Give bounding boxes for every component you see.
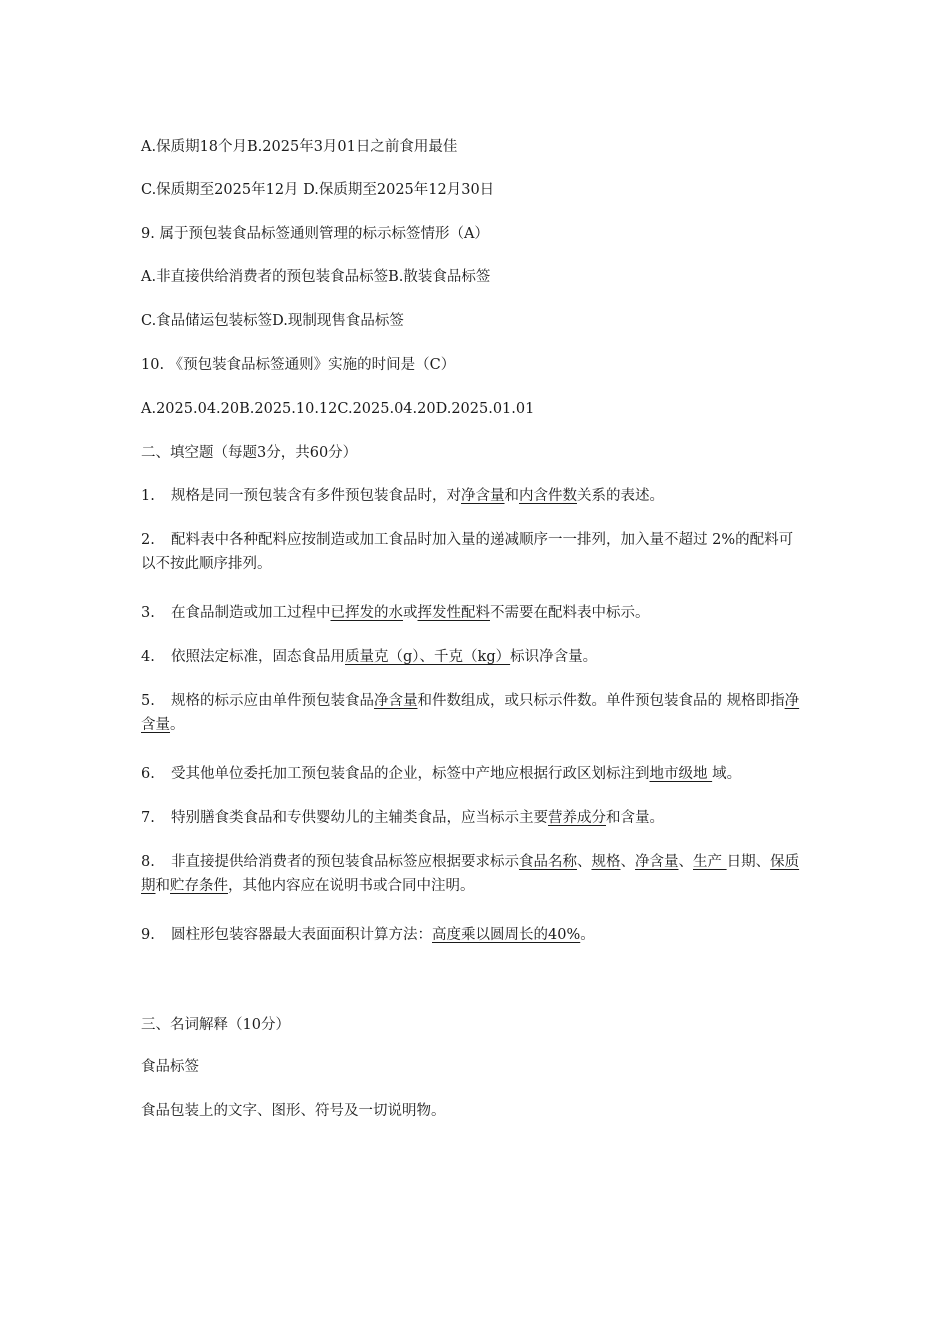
item-text: 依照法定标准，固态食品用: [171, 649, 345, 665]
answer-text: 净含量: [141, 693, 800, 733]
answer-text: 营养成分: [548, 810, 606, 826]
q9-options-ab: A.非直接供给消费者的预包装食品标签B.散装食品标签: [141, 269, 491, 285]
item-number: 6.: [141, 766, 155, 782]
answer-text: 食品名称: [519, 854, 577, 870]
item-text: 圆柱形包装容器最大表面面积计算方法：: [171, 927, 432, 943]
answer-text: 净含量: [635, 854, 679, 870]
q9-options-cd: C.食品储运包装标签D.现制现售食品标签: [141, 313, 404, 329]
item-text: 和: [155, 878, 170, 894]
item-number: 3.: [141, 605, 155, 621]
item-text: ，其他内容应在说明书或合同中注明。: [228, 878, 475, 894]
item-text: 标识净含量。: [510, 649, 598, 665]
q8-options-cd: C.保质期至2025年12月 D.保质期至2025年12月30日: [141, 182, 495, 198]
fill-in-item: [141, 850, 806, 898]
item-number: 2.: [141, 532, 155, 548]
item-text: 。: [580, 927, 595, 943]
q10-question: 10. 《预包装食品标签通则》实施的时间是（C）: [141, 357, 456, 373]
fill-in-item: [141, 484, 806, 508]
q8-options-ab: A.保质期18个月B.2025年3月01日之前食用最佳: [141, 139, 458, 155]
answer-text: 质量克（g）、千克（kg）: [345, 649, 511, 665]
fill-in-item: [141, 528, 806, 576]
answer-text: 内含件数: [519, 488, 577, 504]
answer-text: 净含量: [461, 488, 505, 504]
item-text: 日期、: [726, 854, 771, 870]
item-text: 。: [170, 717, 185, 733]
q10-options: A.2025.04.20B.2025.10.12C.2025.04.20D.2025.01.01: [141, 401, 535, 417]
fill-in-item: [141, 601, 806, 625]
fill-in-item: [141, 923, 806, 947]
item-number: 9.: [141, 927, 155, 943]
fill-in-item: [141, 806, 806, 830]
definition-term: 食品标签: [141, 1059, 199, 1075]
fill-in-item: [141, 762, 806, 786]
item-number: 5.: [141, 693, 155, 709]
item-text: 和件数组成，或只标示件数。单件预包装食品的 规格即指: [417, 693, 785, 709]
item-text: 特别膳食类食品和专供婴幼儿的主辅类食品，应当标示主要: [171, 810, 548, 826]
fill-in-item: [141, 645, 806, 669]
item-text: 或: [403, 605, 418, 621]
answer-text: 地市级地: [649, 766, 713, 782]
answer-text: 贮存条件: [170, 878, 228, 894]
fill-in-heading: 二、填空题（每题3分，共60分）: [141, 445, 358, 461]
item-text: 在食品制造或加工过程中: [171, 605, 331, 621]
item-text: 、: [577, 854, 592, 870]
item-text: 、: [678, 854, 693, 870]
q9-question: 9. 属于预包装食品标签通则管理的标示标签情形（A）: [141, 226, 489, 242]
answer-text: 已挥发的水: [330, 605, 403, 621]
answer-text: 高度乘以圆周长的40%: [432, 927, 581, 943]
item-text: 受其他单位委托加工预包装食品的企业，标签中产地应根据行政区划标注到: [171, 766, 650, 782]
item-text: 非直接提供给消费者的预包装食品标签应根据要求标示: [171, 854, 519, 870]
definition-text: 食品包装上的文字、图形、符号及一切说明物。: [141, 1103, 446, 1119]
fill-in-item: [141, 689, 806, 737]
item-number: 8.: [141, 854, 155, 870]
answer-text: 净含量: [374, 693, 418, 709]
item-text: 和: [504, 488, 519, 504]
item-text: 、: [620, 854, 635, 870]
item-text: 配料表中各种配料应按制造或加工食品时加入量的递减顺序一一排列，加入量不超过 2%的配料可以不按此顺序排列。: [141, 532, 794, 572]
answer-text: 生产: [693, 854, 727, 870]
item-text: 规格是同一预包装含有多件预包装食品时，对: [171, 488, 461, 504]
item-text: 不需要在配料表中标示。: [490, 605, 650, 621]
item-number: 1.: [141, 488, 155, 504]
item-number: 4.: [141, 649, 155, 665]
item-number: 7.: [141, 810, 155, 826]
item-text: 和含量。: [606, 810, 664, 826]
answer-text: 规格: [591, 854, 621, 870]
answer-text: 保质期: [141, 854, 800, 894]
answer-text: 挥发性配料: [417, 605, 490, 621]
definitions-heading: 三、名词解释（10分）: [141, 1017, 290, 1033]
item-text: 规格的标示应由单件预包装食品: [171, 693, 374, 709]
item-text: 域。: [712, 766, 742, 782]
item-text: 关系的表述。: [577, 488, 664, 504]
